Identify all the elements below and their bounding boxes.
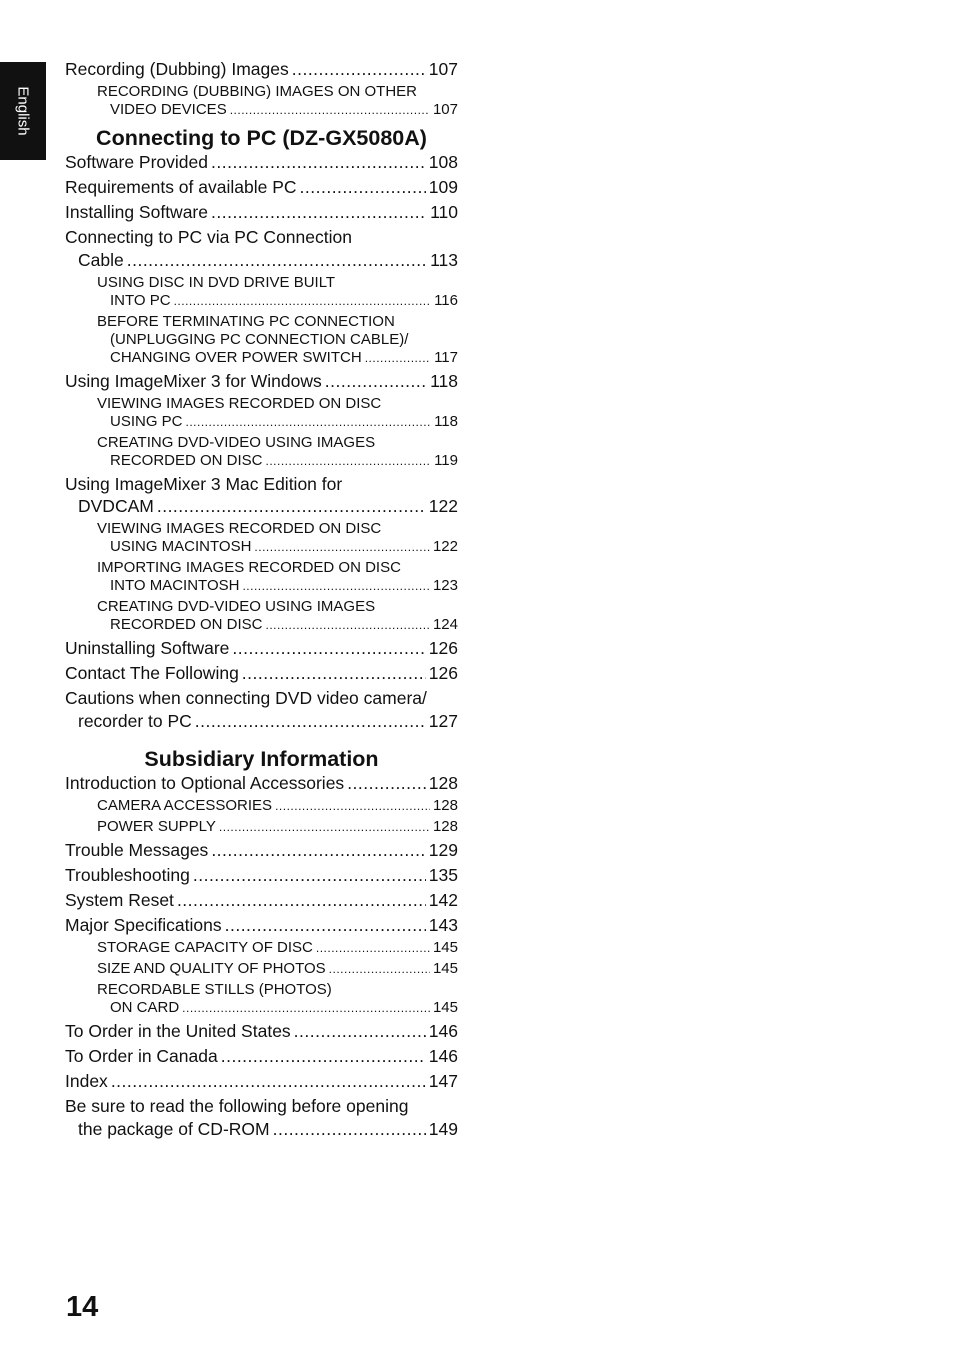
dot-leader bbox=[242, 662, 426, 685]
toc-entry bbox=[65, 687, 458, 732]
toc-entry-title: SIZE AND QUALITY OF PHOTOS bbox=[97, 960, 326, 977]
toc-entry bbox=[65, 772, 458, 795]
toc-entry-title: Troubleshooting bbox=[65, 865, 190, 885]
toc-entry-title: Index bbox=[65, 1071, 108, 1091]
toc-entry-title: BEFORE TERMINATING PC CONNECTION bbox=[97, 312, 395, 330]
toc-entry bbox=[65, 176, 458, 199]
dot-leader bbox=[193, 864, 426, 887]
toc-entry-title: Introduction to Optional Accessories bbox=[65, 773, 345, 793]
toc-entry bbox=[65, 58, 458, 81]
dot-leader bbox=[329, 960, 430, 978]
toc-entry-title: Be sure to read the following before opening bbox=[65, 1096, 409, 1116]
toc-entry-title: POWER SUPPLY bbox=[97, 818, 216, 835]
toc-entry-title: System Reset bbox=[65, 890, 174, 910]
toc-entry-title: CHANGING OVER POWER SWITCH bbox=[110, 348, 362, 366]
toc-entry-title: RECORDED ON DISC bbox=[110, 616, 263, 633]
dot-leader bbox=[232, 637, 425, 660]
section-heading: Connecting to PC (DZ-GX5080A) bbox=[96, 126, 427, 150]
toc-page-number: 113 bbox=[430, 249, 458, 270]
toc-page-number: 110 bbox=[430, 202, 458, 222]
toc-entry-title: USING PC bbox=[110, 412, 183, 430]
toc-page-number: 123 bbox=[432, 577, 458, 594]
toc-page-number: 146 bbox=[428, 1046, 458, 1066]
toc-page-number: 142 bbox=[428, 890, 458, 910]
dot-leader bbox=[294, 1020, 426, 1043]
toc-entry-title: RECORDABLE STILLS (PHOTOS) bbox=[97, 981, 332, 998]
toc-entry-title: VIEWING IMAGES RECORDED ON DISC bbox=[97, 394, 382, 412]
toc-entry-title: USING MACINTOSH bbox=[110, 538, 252, 555]
toc-entry-title: Cautions when connecting DVD video camera/ bbox=[65, 688, 427, 708]
toc-entry-title: Cable bbox=[78, 249, 124, 270]
dot-leader bbox=[211, 201, 427, 224]
toc-page-number: 126 bbox=[428, 663, 458, 683]
section-heading: Subsidiary Information bbox=[144, 747, 379, 771]
toc-entry-title: Major Specifications bbox=[65, 915, 222, 935]
toc-page-number: 128 bbox=[432, 818, 458, 835]
toc-page-number: 143 bbox=[428, 915, 458, 935]
toc-entry bbox=[65, 1095, 458, 1140]
dot-leader bbox=[300, 176, 426, 199]
toc-page-number: 149 bbox=[428, 1118, 458, 1139]
dot-leader bbox=[211, 839, 425, 862]
toc-page-number: 117 bbox=[434, 348, 458, 366]
toc-entry bbox=[65, 1045, 458, 1068]
toc-entry-title: IMPORTING IMAGES RECORDED ON DISC bbox=[97, 559, 401, 576]
toc-entry-title: Installing Software bbox=[65, 202, 208, 222]
toc-entry-title: CREATING DVD-VIDEO USING IMAGES bbox=[97, 598, 376, 615]
language-tab-label: English bbox=[14, 86, 32, 136]
toc-page-number: 109 bbox=[428, 177, 458, 197]
toc-entry-title: To Order in Canada bbox=[65, 1046, 218, 1066]
toc-entry-title: Using ImageMixer 3 Mac Edition for bbox=[65, 473, 343, 494]
toc-entry bbox=[65, 226, 458, 271]
dot-leader bbox=[195, 710, 426, 733]
toc-entry-title: INTO PC bbox=[110, 291, 171, 309]
dot-leader bbox=[157, 495, 426, 518]
toc-page-number: 128 bbox=[428, 773, 458, 793]
toc-entry-title: STORAGE CAPACITY OF DISC bbox=[97, 939, 313, 956]
toc-entry-title: INTO MACINTOSH bbox=[110, 577, 240, 594]
toc-subentry bbox=[65, 598, 458, 634]
toc-entry-title: To Order in the United States bbox=[65, 1021, 291, 1041]
dot-leader bbox=[273, 1118, 426, 1141]
toc-entry bbox=[65, 473, 458, 518]
toc-subentry bbox=[65, 818, 458, 836]
toc-page-number: 107 bbox=[428, 59, 458, 79]
toc-entry-title: the package of CD-ROM bbox=[78, 1118, 270, 1139]
dot-leader bbox=[111, 1070, 426, 1093]
toc-subentry bbox=[65, 395, 458, 431]
toc-entry-title: Software Provided bbox=[65, 152, 208, 172]
toc-page-number: 118 bbox=[430, 370, 458, 391]
dot-leader bbox=[365, 349, 431, 367]
dot-leader bbox=[221, 1045, 426, 1068]
toc-page-number: 146 bbox=[428, 1021, 458, 1041]
toc-entry-title: recorder to PC bbox=[78, 710, 192, 731]
toc-entry-title: CAMERA ACCESSORIES bbox=[97, 797, 273, 814]
dot-leader bbox=[211, 151, 426, 174]
language-tab bbox=[0, 62, 46, 160]
toc-entry bbox=[65, 864, 458, 887]
toc-subentry bbox=[65, 559, 458, 595]
toc-subentry bbox=[65, 434, 458, 470]
dot-leader bbox=[174, 292, 432, 310]
toc-entry-title: Requirements of available PC bbox=[65, 177, 297, 197]
toc-entry-title: Contact The Following bbox=[65, 663, 239, 683]
toc-subentry bbox=[65, 274, 458, 310]
toc-entry bbox=[65, 839, 458, 862]
toc-subentry bbox=[65, 83, 458, 119]
toc-page-number: 108 bbox=[428, 152, 458, 172]
dot-leader bbox=[219, 818, 430, 836]
toc-entry bbox=[65, 889, 458, 912]
toc-entry-title: ON CARD bbox=[110, 999, 180, 1016]
toc-page-number: 145 bbox=[432, 960, 458, 977]
toc-entry bbox=[65, 662, 458, 685]
dot-leader bbox=[242, 577, 430, 595]
dot-leader bbox=[347, 772, 426, 795]
toc-entry-title: RECORDED ON DISC bbox=[110, 451, 263, 469]
toc-entry bbox=[65, 1020, 458, 1043]
toc-page-number: 127 bbox=[428, 710, 458, 731]
dot-leader bbox=[266, 616, 430, 634]
toc-entry bbox=[65, 637, 458, 660]
page-number: 14 bbox=[66, 1291, 99, 1323]
toc-page-number: 122 bbox=[428, 496, 458, 516]
toc-entry-title: VIDEO DEVICES bbox=[110, 101, 227, 118]
toc-page-number: 107 bbox=[432, 101, 458, 118]
dot-leader bbox=[177, 889, 426, 912]
toc-entry-title: Recording (Dubbing) Images bbox=[65, 59, 289, 79]
dot-leader bbox=[275, 797, 430, 815]
toc-page-number: 129 bbox=[428, 840, 458, 860]
dot-leader bbox=[182, 999, 430, 1017]
toc-subentry bbox=[65, 520, 458, 556]
toc-page-number: 135 bbox=[428, 865, 458, 885]
toc-page-number: 116 bbox=[434, 291, 458, 309]
toc-entry bbox=[65, 151, 458, 174]
toc-entry bbox=[65, 201, 458, 224]
toc-page-number: 119 bbox=[434, 451, 458, 469]
toc-page-number: 128 bbox=[432, 797, 458, 814]
toc-entry-title: USING DISC IN DVD DRIVE BUILT bbox=[97, 273, 336, 291]
toc-entry-title: Uninstalling Software bbox=[65, 638, 230, 658]
toc-page-number: 124 bbox=[432, 616, 458, 633]
toc-entry-title: Using ImageMixer 3 for Windows bbox=[65, 370, 322, 391]
toc-entry-title: CREATING DVD-VIDEO USING IMAGES bbox=[97, 433, 376, 451]
toc-entry bbox=[65, 914, 458, 937]
toc-entry-title: Trouble Messages bbox=[65, 840, 209, 860]
toc-page-number: 118 bbox=[434, 412, 458, 430]
dot-leader bbox=[230, 101, 430, 119]
dot-leader bbox=[266, 452, 432, 470]
toc-entry-title: DVDCAM bbox=[78, 496, 154, 516]
toc-entry-title: RECORDING (DUBBING) IMAGES ON OTHER bbox=[97, 83, 418, 100]
toc-entry-title: (UNPLUGGING PC CONNECTION CABLE)/ bbox=[110, 330, 409, 348]
dot-leader bbox=[225, 914, 426, 937]
dot-leader bbox=[186, 413, 432, 431]
toc-subentry bbox=[65, 797, 458, 815]
toc-entry-title: Connecting to PC via PC Connection bbox=[65, 227, 352, 247]
toc-entry-title: VIEWING IMAGES RECORDED ON DISC bbox=[97, 520, 382, 537]
toc-subentry bbox=[65, 313, 458, 367]
toc-page-number: 145 bbox=[432, 999, 458, 1016]
dot-leader bbox=[254, 538, 430, 556]
toc-page-number: 145 bbox=[432, 939, 458, 956]
toc-page-number: 147 bbox=[428, 1071, 458, 1091]
dot-leader bbox=[316, 939, 430, 957]
toc-subentry bbox=[65, 960, 458, 978]
dot-leader bbox=[292, 58, 426, 81]
toc-page-number: 122 bbox=[432, 538, 458, 555]
table-of-contents bbox=[65, 58, 458, 1143]
dot-leader bbox=[325, 370, 427, 393]
toc-entry bbox=[65, 1070, 458, 1093]
toc-subentry bbox=[65, 939, 458, 957]
dot-leader bbox=[127, 249, 427, 272]
toc-subentry bbox=[65, 981, 458, 1017]
toc-page-number: 126 bbox=[428, 638, 458, 658]
toc-entry bbox=[65, 370, 458, 393]
